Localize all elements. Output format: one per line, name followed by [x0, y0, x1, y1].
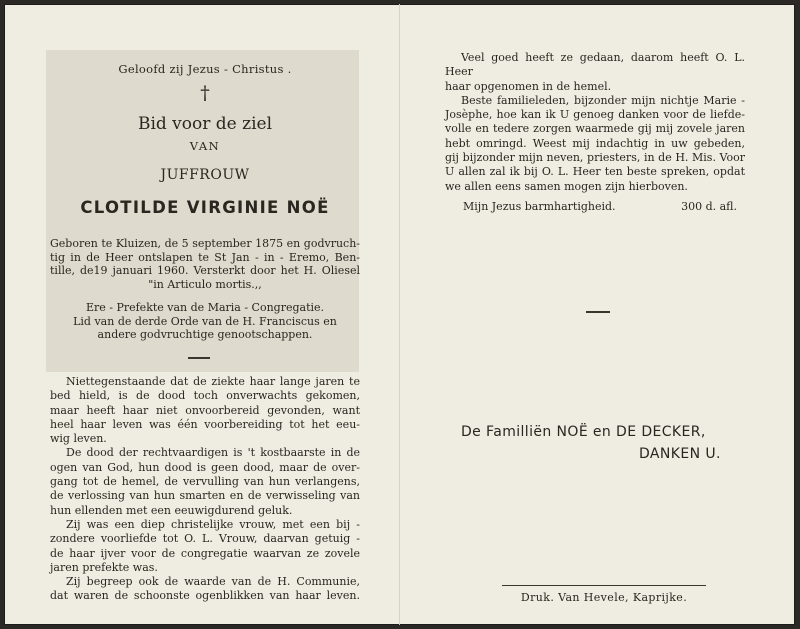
- prayer-request: Bid voor de ziel: [137, 114, 273, 134]
- thanks: [461, 421, 761, 462]
- bio-line: tig in de Heer ontslapen te St Jan - in - Eremo, Ben-: [50, 250, 360, 264]
- role-line: Lid van de derde Orde van de H. Franciscus en: [73, 314, 337, 328]
- cross-icon: †: [200, 82, 210, 104]
- deceased-name: CLOTILDE VIRGINIE NOË: [80, 198, 330, 217]
- closing-row: [445, 200, 745, 214]
- eulogy-line: De dood der rechtvaardigen is 't kostbaarste in de: [66, 446, 360, 460]
- closing-prayer: Mijn Jezus barmhartigheid.: [463, 199, 616, 213]
- bio-line: tille, de19 januari 1960. Versterkt door het H. Oliesel: [50, 264, 360, 278]
- eulogy-line: hun ellenden met een eeuwigdurend geluk.: [50, 503, 293, 517]
- farewell-line: volle en tedere zorgen waarmede gij mij zovele jaren: [445, 122, 745, 136]
- farewell-line: Veel goed heeft ze gedaan, daarom heeft O. L. Heer: [445, 51, 745, 79]
- card-fold: [399, 4, 400, 625]
- eulogy-line: maar heeft haar niet onvoorbereid gevonden, want: [50, 403, 360, 417]
- eulogy-line: heel haar leven was één voorbereiding tot het eeu-: [50, 417, 360, 431]
- printer-rule: [502, 585, 706, 586]
- farewell-line: we allen eens samen mogen zijn hierboven.: [445, 179, 688, 193]
- farewell-text: [445, 51, 745, 214]
- indulgence: 300 d. afl.: [681, 199, 737, 213]
- eulogy-line: Zij was een diep christelijke vrouw, met een bij -: [66, 517, 360, 531]
- eulogy-line: bed hield, is de dood toch onverwachts gekomen,: [50, 389, 360, 403]
- printer-credit: Druk. Van Hevele, Kaprijke.: [520, 591, 688, 604]
- eulogy-line: dat waren de schoonste ogenblikken van haar leven.: [50, 589, 360, 603]
- eulogy-line: Zij begreep ook de waarde van de H. Communie,: [66, 575, 360, 589]
- bio-line: Geboren te Kluizen, de 5 september 1875 en godvruch-: [50, 237, 360, 250]
- eulogy-line: ogen van God, hun dood is geen dood, maar de over-: [50, 460, 360, 474]
- eulogy-line: Niettegenstaande dat de ziekte haar lange jaren te: [66, 375, 360, 388]
- farewell-line: Beste familieleden, bijzonder mijn nichtje Marie -: [461, 93, 745, 107]
- biography: [50, 237, 360, 291]
- farewell-line: Josèphe, hoe kan ik U genoeg danken voor de liefde-: [445, 108, 745, 122]
- farewell-line: hebt omringd. Weest mij indachtig in uw gebeden,: [445, 136, 745, 150]
- van-label: VAN: [189, 139, 221, 153]
- thanks-families: De Familliën NOË en DE DECKER,: [461, 424, 706, 440]
- separator-right: [586, 311, 610, 313]
- farewell-line: U allen zal ik bij O. L. Heer ten beste spreken, opdat: [445, 165, 745, 179]
- juffrouw-label: JUFFROUW: [160, 167, 250, 183]
- eulogy-line: de verlossing van hun smarten en de verwisseling van: [50, 489, 360, 503]
- farewell-line: gij bijzonder mijn neven, priesters, in de H. Mis. Voor: [445, 151, 745, 165]
- eulogy-line: jaren prefekte was.: [50, 560, 158, 574]
- eulogy-line: gang tot de hemel, de vervulling van hun verlangens,: [50, 475, 360, 489]
- separator: [188, 357, 210, 359]
- eulogy-line: zondere voorliefde tot O. L. Vrouw, daarvan getuig -: [50, 532, 360, 546]
- eulogy-line: de haar ijver voor de congregatie waarvan ze zovele: [50, 546, 360, 560]
- eulogy-line: wig leven.: [50, 432, 107, 446]
- roles: [50, 301, 360, 342]
- role-line: andere godvruchtige genootschappen.: [97, 328, 313, 342]
- bio-line: "in Articulo mortis.,,: [148, 277, 262, 291]
- role-line: Ere - Prefekte van de Maria - Congregatie.: [85, 301, 325, 314]
- farewell-line: haar opgenomen in de hemel.: [445, 79, 612, 93]
- thanks-danken: DANKEN U.: [639, 446, 721, 462]
- invocation: Geloofd zij Jezus - Christus .: [118, 62, 292, 76]
- eulogy-text: [50, 375, 360, 604]
